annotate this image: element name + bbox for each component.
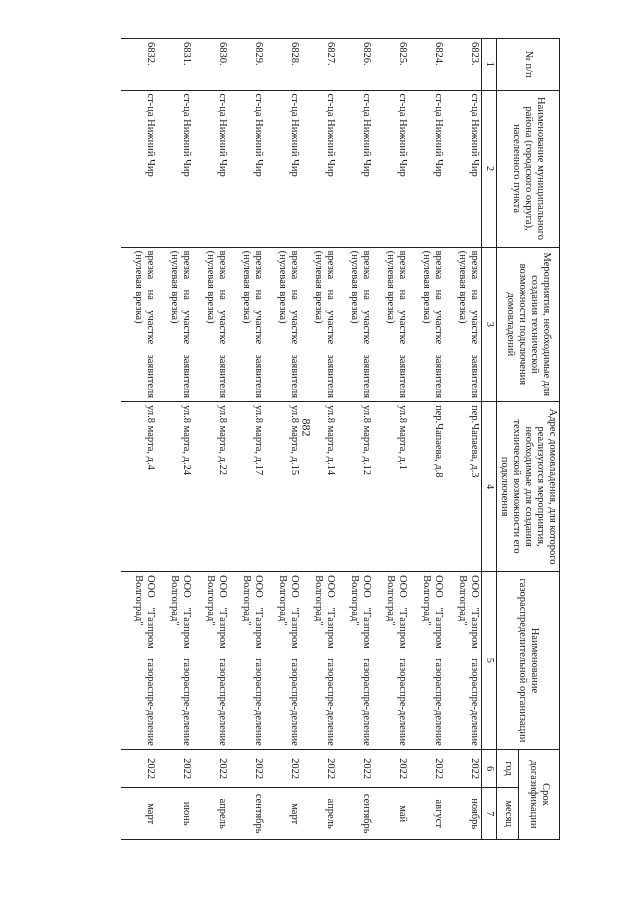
address: пер.Чапаева, д.3 <box>445 402 482 572</box>
column-number: 5 <box>482 572 497 750</box>
table-row <box>337 39 373 840</box>
month: сентябрь <box>229 788 265 840</box>
month: июнь <box>157 788 193 840</box>
settlement: ст-ца Нижний Чир <box>121 90 157 247</box>
table-row <box>373 39 409 840</box>
gasification-table <box>121 38 560 840</box>
address: ул.8 марта, д.12 <box>337 402 373 572</box>
table-row <box>229 39 265 840</box>
header-month: месяц <box>496 788 519 840</box>
row-number: 6828. <box>265 39 301 91</box>
month: март <box>121 788 157 840</box>
table-row <box>157 39 193 840</box>
measure: врезка на участке заявителя (нулевая врезка) <box>337 247 373 402</box>
year: 2022 <box>373 749 409 788</box>
organization: ООО "Газпром газораспре-деление Волгоград" <box>301 572 337 750</box>
table-row <box>265 39 301 840</box>
settlement: ст-ца Нижний Чир <box>337 90 373 247</box>
address: пер.Чапаева, д.8 <box>409 402 445 572</box>
address: ул.8 марта, д.24 <box>157 402 193 572</box>
row-number: 6824. <box>409 39 445 91</box>
column-number: 1 <box>482 39 497 91</box>
organization: ООО "Газпром газораспре-деление Волгоград" <box>337 572 373 750</box>
address: ул.8 марта, д.17 <box>229 402 265 572</box>
row-number: 6825. <box>373 39 409 91</box>
header-deadline: Срок догазификации <box>519 749 560 839</box>
column-number: 7 <box>482 788 497 840</box>
column-number: 2 <box>482 90 497 247</box>
header-year: год <box>496 749 519 788</box>
settlement: ст-ца Нижний Чир <box>265 90 301 247</box>
table-body <box>121 39 482 840</box>
column-number: 6 <box>482 749 497 788</box>
address: ул.8 марта, д.22 <box>193 402 229 572</box>
year: 2022 <box>265 749 301 788</box>
year: 2022 <box>193 749 229 788</box>
header-measures: Мероприятия, необходимые для создания технической возможности подключения домовладений <box>496 247 559 402</box>
row-number: 6832. <box>121 39 157 91</box>
row-number: 6829. <box>229 39 265 91</box>
measure: врезка на участке заявителя (нулевая врезка) <box>121 247 157 402</box>
year: 2022 <box>409 749 445 788</box>
row-number: 6823. <box>445 39 482 91</box>
organization: ООО "Газпром газораспре-деление Волгоград" <box>265 572 301 750</box>
settlement: ст-ца Нижний Чир <box>409 90 445 247</box>
column-number-row <box>482 39 497 840</box>
settlement: ст-ца Нижний Чир <box>445 90 482 247</box>
table-row <box>193 39 229 840</box>
address: ул.8 марта, д.4 <box>121 402 157 572</box>
address: ул.8 марта, д.15 <box>265 402 301 572</box>
month: апрель <box>193 788 229 840</box>
month: август <box>409 788 445 840</box>
month: март <box>265 788 301 840</box>
rotated-document-body <box>82 38 560 840</box>
month: май <box>373 788 409 840</box>
organization: ООО "Газпром газораспре-деление Волгоград" <box>445 572 482 750</box>
row-number: 6826. <box>337 39 373 91</box>
organization: ООО "Газпром газораспре-деление Волгоград" <box>373 572 409 750</box>
settlement: ст-ца Нижний Чир <box>229 90 265 247</box>
table-row <box>409 39 445 840</box>
measure: врезка на участке заявителя (нулевая врезка) <box>193 247 229 402</box>
measure: врезка на участке заявителя (нулевая врезка) <box>445 247 482 402</box>
header-number: № п/п <box>496 39 559 91</box>
table-row <box>445 39 482 840</box>
measure: врезка на участке заявителя (нулевая врезка) <box>229 247 265 402</box>
measure: врезка на участке заявителя (нулевая врезка) <box>409 247 445 402</box>
organization: ООО "Газпром газораспре-деление Волгоград" <box>157 572 193 750</box>
organization: ООО "Газпром газораспре-деление Волгоград" <box>229 572 265 750</box>
organization: ООО "Газпром газораспре-деление Волгоград" <box>409 572 445 750</box>
column-number: 3 <box>482 247 497 402</box>
organization: ООО "Газпром газораспре-деление Волгоград" <box>193 572 229 750</box>
year: 2022 <box>301 749 337 788</box>
table-row <box>121 39 157 840</box>
year: 2022 <box>157 749 193 788</box>
year: 2022 <box>121 749 157 788</box>
settlement: ст-ца Нижний Чир <box>373 90 409 247</box>
header-organization: Наименование газораспределительной организации <box>496 572 559 750</box>
month: ноябрь <box>445 788 482 840</box>
year: 2022 <box>337 749 373 788</box>
address: ул.8 марта, д.14 <box>301 402 337 572</box>
table-row <box>301 39 337 840</box>
header-address: Адрес домовладения, для которого реализуются мероприятия, необходимые для создания технической возможности его подключения <box>496 402 559 572</box>
year: 2022 <box>445 749 482 788</box>
row-number: 6827. <box>301 39 337 91</box>
settlement: ст-ца Нижний Чир <box>157 90 193 247</box>
address: ул.8 марта, д.1 <box>373 402 409 572</box>
organization: ООО "Газпром газораспре-деление Волгоград" <box>121 572 157 750</box>
header-municipality: Наименование муниципального района (городского округа), населенного пункта <box>496 90 559 247</box>
settlement: ст-ца Нижний Чир <box>193 90 229 247</box>
month: сентябрь <box>337 788 373 840</box>
row-number: 6830. <box>193 39 229 91</box>
measure: врезка на участке заявителя (нулевая врезка) <box>373 247 409 402</box>
page-number: 882 <box>299 418 314 437</box>
month: апрель <box>301 788 337 840</box>
column-number: 4 <box>482 402 497 572</box>
settlement: ст-ца Нижний Чир <box>301 90 337 247</box>
row-number: 6831. <box>157 39 193 91</box>
measure: врезка на участке заявителя (нулевая врезка) <box>157 247 193 402</box>
measure: врезка на участке заявителя (нулевая врезка) <box>301 247 337 402</box>
measure: врезка на участке заявителя (нулевая врезка) <box>265 247 301 402</box>
year: 2022 <box>229 749 265 788</box>
